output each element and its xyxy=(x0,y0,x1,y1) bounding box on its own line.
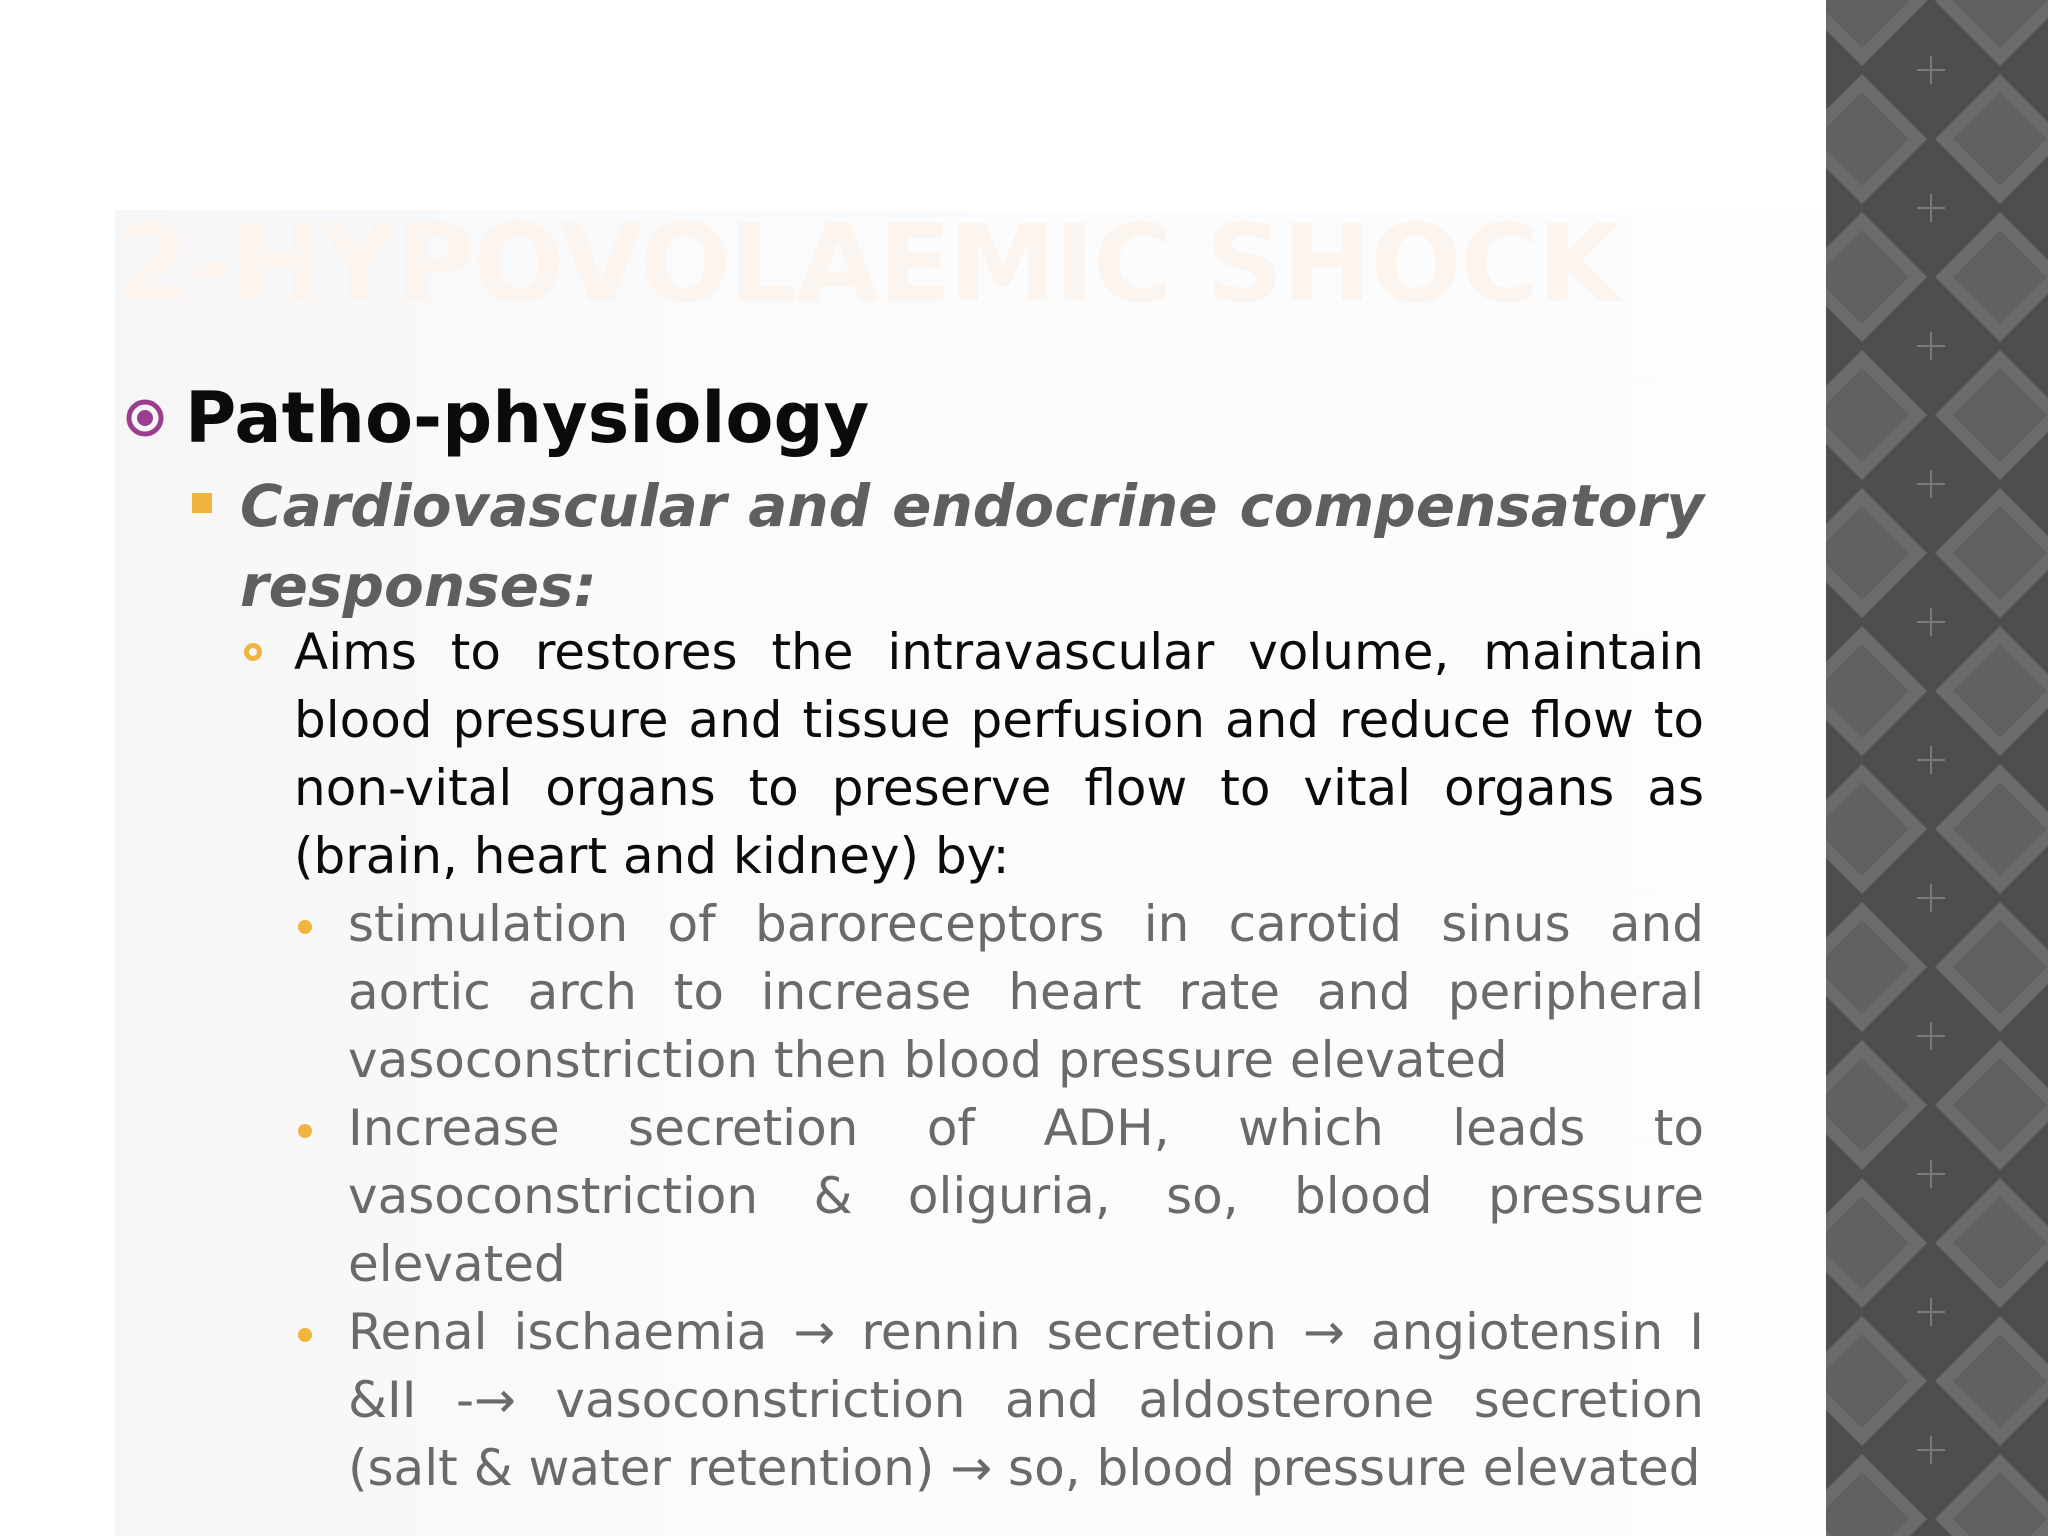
subheading-row xyxy=(192,466,1704,626)
diamond-pattern-icon xyxy=(1826,0,2048,1536)
list-item xyxy=(296,1094,1704,1298)
decorative-pattern-panel xyxy=(1826,0,2048,1536)
mechanism-text: stimulation of baroreceptors in carotid sinus and aortic arch to increase heart rate and peripheral vasoconstriction then blood pressure elevated xyxy=(348,895,1704,1089)
mechanism-text: Renal ischaemia → rennin secretion → angiotensin I &II -→ vasoconstriction and aldosterone secretion (salt & water retention) → so, blood pressure elevated xyxy=(348,1303,1704,1497)
dot-bullet-icon xyxy=(298,1328,312,1342)
mechanism-list xyxy=(296,890,1704,1502)
dot-bullet-icon xyxy=(298,920,312,934)
list-item xyxy=(296,890,1704,1094)
list-item xyxy=(296,1298,1704,1502)
heading-row xyxy=(125,378,869,458)
hollow-circle-bullet-icon xyxy=(244,643,262,661)
square-bullet-icon xyxy=(192,493,212,513)
aim-row xyxy=(244,618,1704,890)
aim-text: Aims to restores the intravascular volume, maintain blood pressure and tissue perfusion and reduce flow to non-vital organs to preserve flow to vital organs as (brain, heart and kidney) by: xyxy=(294,623,1704,885)
dot-bullet-icon xyxy=(298,1124,312,1138)
circled-dot-icon xyxy=(125,398,165,438)
mechanism-text: Increase secretion of ADH, which leads to vasoconstriction & oliguria, so, blood pressure elevated xyxy=(348,1099,1704,1293)
subheading: Cardiovascular and endocrine compensatory responses: xyxy=(240,472,1704,620)
slide-title: 2-HYPOVOLAEMIC SHOCK xyxy=(115,202,1619,327)
section-heading: Patho-physiology xyxy=(185,377,870,459)
